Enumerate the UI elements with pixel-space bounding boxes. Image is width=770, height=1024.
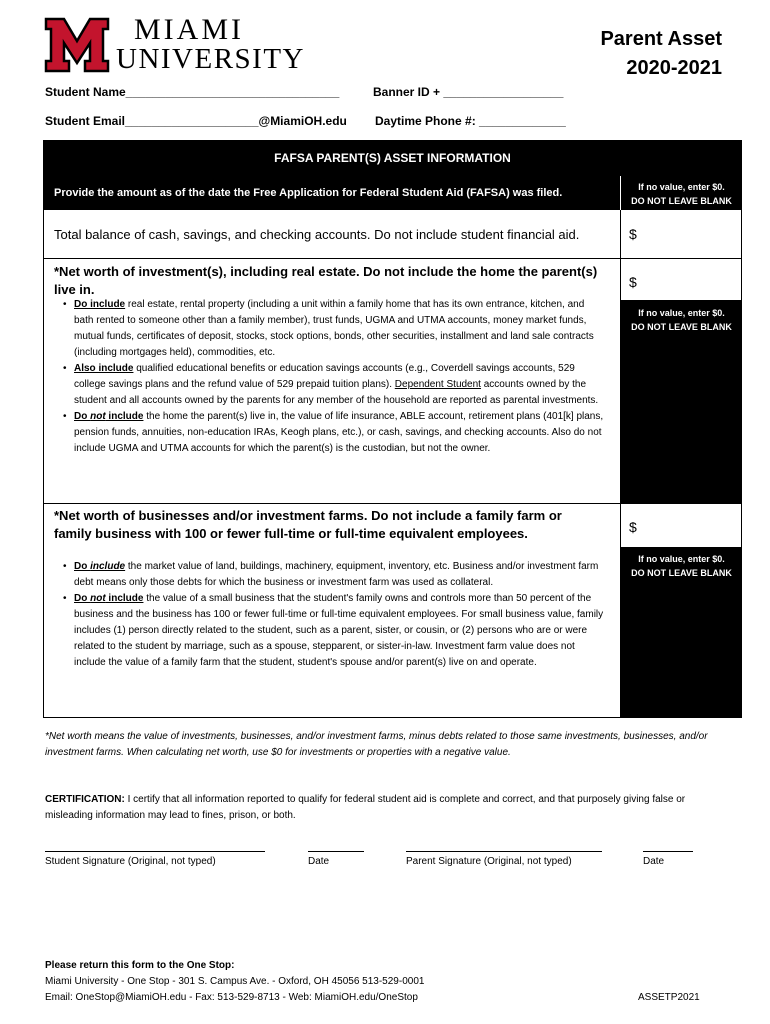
blank-note-line1: If no value, enter $0. <box>638 308 725 318</box>
blank-column-investments <box>621 300 742 503</box>
net-worth-footnote: *Net worth means the value of investments, businesses, and/or investment farms, minus debts related to those same investments, businesses, and/or investment farms. When calculating net worth, use $0 for investments or properties with a negative value. <box>45 731 708 758</box>
parent-signature-label: Parent Signature (Original, not typed) <box>406 856 572 867</box>
include-label: include <box>105 593 144 604</box>
footer-address: Miami University - One Stop - 301 S. Campus Ave. - Oxford, OH 45056 513-529-0001 <box>45 976 425 987</box>
blank-note-line2: DO NOT LEAVE BLANK <box>631 568 732 578</box>
not-emphasis: not <box>90 593 106 604</box>
list-item <box>56 297 606 361</box>
bullet-text: qualified educational benefits or education savings accounts (e.g., Coverdell savings accounts, 529 college savings plans and the refund value of 529 prepaid tuition plans). <box>74 363 575 390</box>
bullet-text: accounts owned by the student and all accounts owned by the parents for any member of the household are reported as parental investments. <box>74 379 599 406</box>
not-emphasis: not <box>90 411 106 422</box>
column-divider <box>620 210 621 718</box>
business-amount-field[interactable]: $ <box>629 519 637 535</box>
footer-contact: Email: OneStop@MiamiOH.edu - Fax: 513-529-8713 - Web: MiamiOH.edu/OneStop <box>45 992 418 1003</box>
return-label: Please return this form to the One Stop: <box>45 960 235 971</box>
do-label: Do <box>74 561 91 572</box>
also-include-label: Also include <box>74 363 134 374</box>
business-question: *Net worth of businesses and/or investment farms. Do not include a family farm or family business with 100 or fewer full-time or full-time equivalent employees. <box>54 508 562 541</box>
investments-bullets <box>56 297 606 457</box>
instruction-bar <box>44 176 741 210</box>
date-label-2: Date <box>643 856 665 867</box>
bullet-text: real estate, rental property (including a unit within a family home that has its own entrance, kitchen, and bath rented to someone other than a family member), trust funds, UGMA and UTMA accounts, money market funds, mutual funds, certificates of deposit, stocks, stock options, bonds, other securities, installment and land sale contracts (including mortgages held), commodities, etc. <box>74 299 594 358</box>
date-line-1[interactable] <box>308 851 364 852</box>
logo-line-university: UNIVERSITY <box>116 43 305 75</box>
do-include-label: Do include <box>74 299 126 310</box>
include-label: include <box>105 411 144 422</box>
investments-amount-field[interactable]: $ <box>629 274 637 290</box>
miami-m-logo-icon <box>44 17 110 73</box>
form-title: Parent Asset <box>600 28 722 50</box>
do-not-include-label: Do <box>74 411 91 422</box>
form-code: ASSETP2021 <box>638 992 700 1003</box>
blank-note-line2: DO NOT LEAVE BLANK <box>631 322 732 332</box>
bullet-text: the market value of land, buildings, machinery, equipment, inventory, etc. Business and/or investment farm debt means only those debts for which the business or investment farm was used as collateral. <box>74 561 599 588</box>
certification-label: CERTIFICATION: <box>45 794 125 805</box>
investments-question: *Net worth of investment(s), including real estate. Do not include the home the parent(s) live in. <box>54 264 598 297</box>
dependent-student-text: Dependent Student <box>394 379 481 390</box>
section-title: FAFSA PARENT(S) ASSET INFORMATION <box>274 151 511 165</box>
parent-signature-line[interactable] <box>406 851 602 852</box>
student-signature-line[interactable] <box>45 851 265 852</box>
blank-column-business <box>621 547 742 718</box>
daytime-phone-field[interactable]: Daytime Phone #: _____________ <box>375 114 566 128</box>
form-year: 2020-2021 <box>626 57 722 79</box>
date-line-2[interactable] <box>643 851 693 852</box>
blank-note-line1: If no value, enter $0. <box>638 554 725 564</box>
include-emphasis: include <box>90 561 126 572</box>
certification-text: I certify that all information reported to qualify for federal student aid is complete and correct, and that purposely giving false or misleading information may lead to fines, prison, or both. <box>45 794 686 821</box>
blank-note-business <box>621 552 742 580</box>
row-divider-1 <box>44 258 741 259</box>
blank-note-header <box>621 180 742 208</box>
bullet-text: the home the parent(s) live in, the value of life insurance, ABLE account, retirement plans (401[k] plans, pension funds, annuities, non-education IRAs, Keogh plans, etc.), or cash, savings, and checking accounts. Also do not include UGMA and UTMA accounts for which the parent(s) is the custodian, but not the owner. <box>74 411 604 454</box>
row-divider-2 <box>44 503 741 504</box>
list-item <box>56 559 606 591</box>
blank-note-line1: If no value, enter $0. <box>638 182 725 192</box>
logo-line-miami: MIAMI <box>134 13 244 46</box>
student-name-field[interactable]: Student Name________________________________ <box>45 85 340 99</box>
business-bullets <box>56 559 606 671</box>
student-email-field[interactable]: Student Email____________________@MiamiOH.edu <box>45 114 347 128</box>
section-title-bar <box>44 141 741 176</box>
university-logo <box>44 15 334 75</box>
list-item <box>56 409 606 457</box>
instruction-text: Provide the amount as of the date the Free Application for Federal Student Aid (FAFSA) was filed. <box>54 187 563 199</box>
asset-table <box>43 140 742 718</box>
student-signature-label: Student Signature (Original, not typed) <box>45 856 216 867</box>
do-label: Do <box>74 593 91 604</box>
cash-amount-field[interactable]: $ <box>629 226 637 242</box>
list-item <box>56 361 606 409</box>
blank-note-line2: DO NOT LEAVE BLANK <box>631 196 732 206</box>
certification <box>45 792 725 824</box>
list-item <box>56 591 606 671</box>
blank-note-investments <box>621 306 742 334</box>
cash-question: Total balance of cash, savings, and checking accounts. Do not include student financial aid. <box>54 227 580 242</box>
bullet-text: the value of a small business that the student's family owns and controls more than 50 percent of the business and the business has 100 or fewer full-time or full-time equivalent employees. For small business value, family includes (1) person directly related to the student, such as a parent, sister, or cousin, or (2) persons who are or were related to the student by marriage, such as a spouse, stepparent, or sister-in-law. Investment farm value does not include the value of a family farm that the student, student's spouse and/or parent(s) live on and operate. <box>74 593 604 668</box>
banner-id-field[interactable]: Banner ID + __________________ <box>373 85 564 99</box>
date-label-1: Date <box>308 856 330 867</box>
